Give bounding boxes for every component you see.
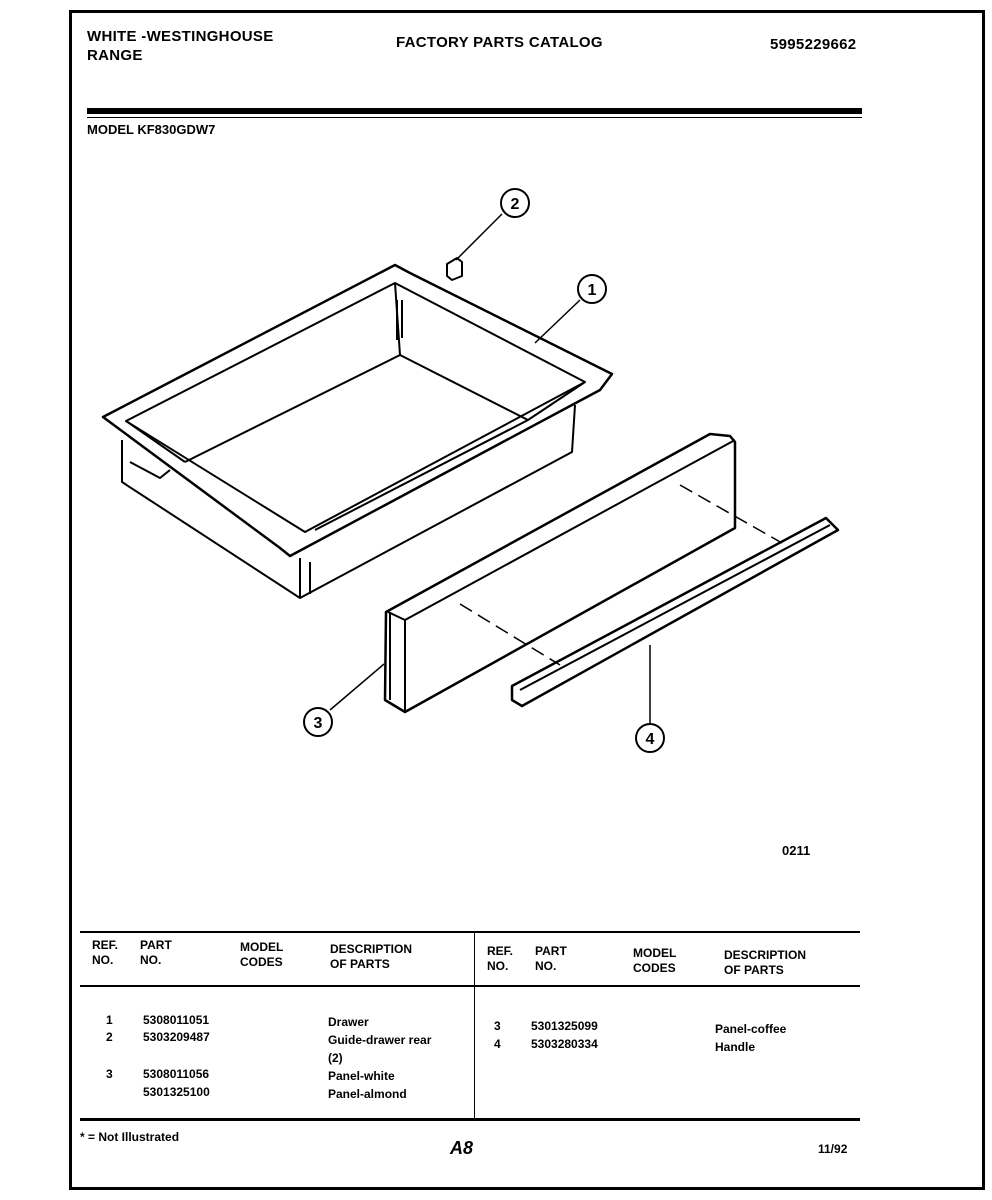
description: Panel-white: [328, 1069, 395, 1083]
ref-no: 2: [106, 1030, 113, 1044]
guide-part: [447, 258, 462, 280]
header-part-no-right: PART NO.: [535, 944, 567, 973]
figure-number: 0211: [782, 843, 811, 858]
brand-line-2: RANGE: [87, 47, 143, 64]
part-no: 5301325100: [143, 1085, 210, 1099]
svg-text:2: 2: [510, 196, 520, 213]
table-divider: [474, 931, 475, 1118]
part-no: 5308011051: [143, 1013, 210, 1027]
table-bottom-rule: [80, 1118, 860, 1121]
description: (2): [328, 1051, 343, 1065]
svg-text:3: 3: [313, 715, 323, 732]
page-number: A8: [450, 1138, 474, 1158]
svg-text:1: 1: [587, 282, 597, 299]
callout-4: [636, 724, 664, 752]
footnote: * = Not Illustrated: [80, 1130, 180, 1144]
callout-3: [304, 708, 332, 736]
callout-2: [501, 189, 529, 217]
part-no: 5308011056: [143, 1067, 210, 1081]
catalog-number: 5995229662: [770, 36, 857, 53]
revision-date: 11/92: [818, 1142, 848, 1156]
description: Panel-coffee: [715, 1022, 787, 1036]
header-description-right: DESCRIPTION OF PARTS: [724, 948, 807, 977]
description: Handle: [715, 1040, 756, 1054]
ref-no: 3: [494, 1019, 501, 1033]
description: Panel-almond: [328, 1087, 407, 1101]
part-no: 5303280334: [531, 1037, 598, 1051]
header-ref-no-left: REF. NO.: [92, 938, 119, 967]
ref-no: 1: [106, 1013, 113, 1027]
catalog-title: FACTORY PARTS CATALOG: [396, 34, 603, 51]
header-part-no-left: PART NO.: [140, 938, 172, 967]
header-description-left: DESCRIPTION OF PARTS: [330, 942, 413, 971]
description: Guide-drawer rear: [328, 1033, 432, 1047]
ref-no: 4: [494, 1037, 501, 1051]
table-top-rule: [80, 931, 860, 933]
header-model-codes-left: MODEL CODES: [240, 940, 284, 969]
ref-no: 3: [106, 1067, 113, 1081]
table-header-rule: [80, 985, 860, 987]
svg-text:4: 4: [645, 731, 655, 748]
header-model-codes-right: MODEL CODES: [633, 946, 677, 975]
model-number: MODEL KF830GDW7: [87, 122, 216, 137]
part-no: 5303209487: [143, 1030, 210, 1044]
callout-1: [578, 275, 606, 303]
header-ref-no-right: REF. NO.: [487, 944, 514, 973]
handle-part: [512, 518, 838, 706]
description: Drawer: [328, 1015, 369, 1029]
part-no: 5301325099: [531, 1019, 598, 1033]
brand-line-1: WHITE -WESTINGHOUSE: [87, 28, 274, 45]
